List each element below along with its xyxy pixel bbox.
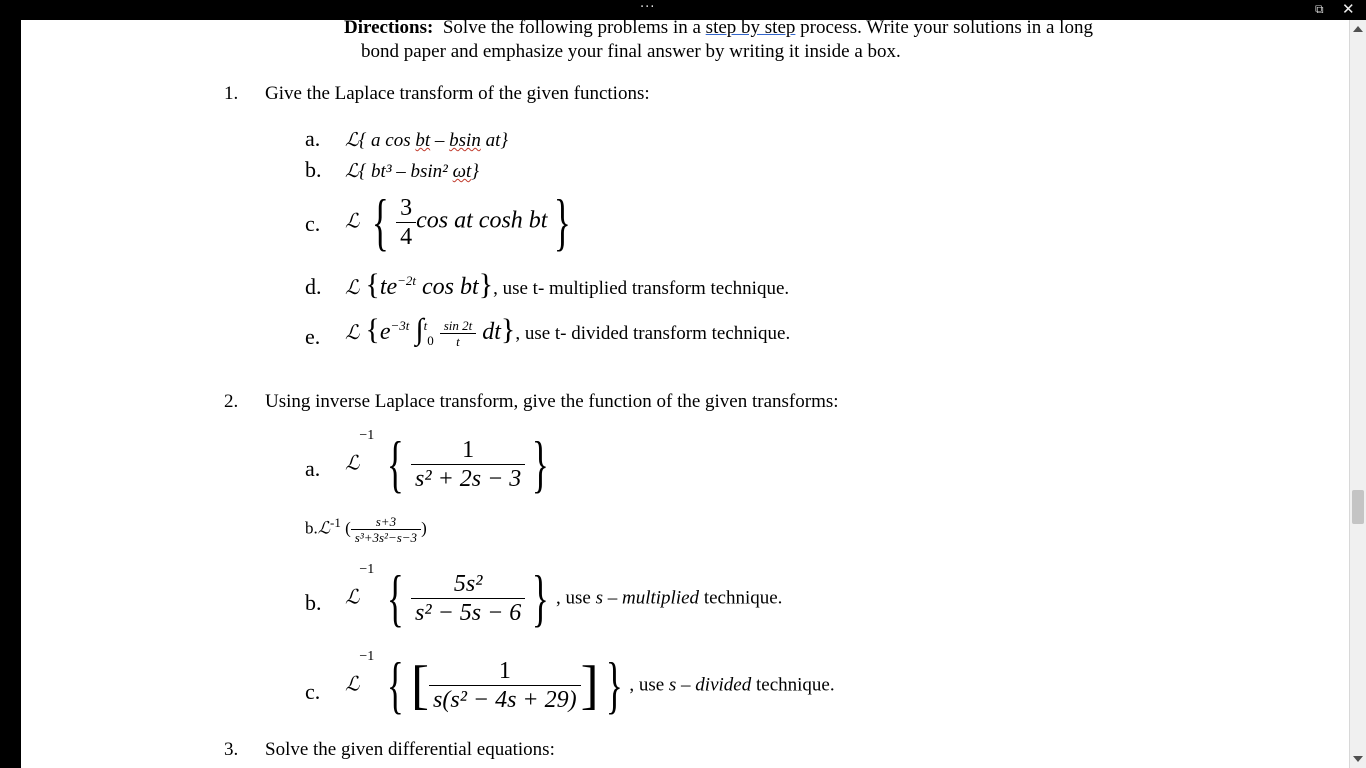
q1e-expression: ℒ {$e^{-3t}$ ∫$^t_0$ $\frac{\sin 2t}{t}$ dt}, use t- divided transform technique.	[345, 313, 791, 349]
q3-text: Solve the given differential equations:	[265, 739, 555, 760]
document-page	[21, 20, 1349, 768]
q2b1-expression: b.ℒ$^{-1}$ ( $\frac{s+3}{\text{s³+3s²−s−3}}$ )	[305, 514, 427, 546]
integral-sign: ∫	[415, 313, 424, 346]
scroll-down-icon[interactable]	[1353, 756, 1363, 762]
close-icon[interactable]: ✕	[1342, 0, 1355, 18]
q1d-expression: ℒ {$te^{-2t}$ cos bt}, use t- multiplied transform technique.	[345, 268, 790, 301]
q1a-expression: ℒ{ a cos bt – bsin at}	[345, 129, 508, 151]
scroll-up-icon[interactable]	[1353, 26, 1363, 32]
q1c-label: c.	[305, 211, 321, 236]
more-options-icon[interactable]: ···	[640, 0, 656, 15]
q2c-label: c.	[305, 679, 321, 704]
q1b-expression: ℒ{ bt³ – bsin² ωt}	[345, 160, 479, 182]
scrollbar-thumb[interactable]	[1352, 490, 1364, 524]
q2b2-label: b.	[305, 590, 322, 615]
q2b2-fraction: $\frac{\text{5s²}}{\text{s² − 5s − 6}}$	[411, 570, 525, 627]
q1e-note: , use t- divided transform technique.	[515, 323, 791, 344]
q2c-expression: ℒ$^{-1}$ { [ $\frac{1}{\text{s(s² − 4s + 29)}}$ ] } , use s – divided technique.	[345, 648, 835, 720]
vertical-scrollbar[interactable]	[1349, 20, 1366, 768]
q2-text: Using inverse Laplace transform, give the function of the given transforms:	[265, 391, 839, 412]
q1c-expression: ℒ { $\frac{3}{4}$ cos at cosh bt }	[345, 186, 572, 257]
directions-line-2: bond paper and emphasize your final answer by writing it inside a box.	[361, 41, 901, 62]
q1d-label: d.	[305, 274, 322, 299]
q2-number: 2.	[224, 391, 239, 412]
step-by-step-link: step by step	[705, 20, 796, 38]
q1e-label: e.	[305, 324, 321, 349]
q1d-note: , use t- multiplied transform technique.	[493, 278, 790, 299]
q2b1-fraction: $\frac{s+3}{\text{s³+3s²−s−3}}$	[351, 514, 421, 545]
directions-label: Directions:	[344, 20, 434, 38]
restore-icon[interactable]: ⧉	[1315, 2, 1324, 16]
window-titlebar	[0, 0, 1366, 20]
q3-number: 3.	[224, 739, 239, 760]
q1e-fraction: $\frac{\sin 2t}{t}$	[440, 318, 477, 349]
q2a-expression: ℒ$^{-1}$ { $\frac{1}{\text{s² + 2s − 3}}$ }	[345, 427, 550, 499]
q2b2-note: , use s – multiplied technique.	[556, 587, 783, 609]
q1c-fraction: $\frac{3}{4}$	[396, 194, 416, 251]
q2c-note: , use s – divided technique.	[629, 674, 835, 696]
directions-line-1: Directions: Solve the following problems in a step by step process. Write your solutions in a long	[344, 20, 1093, 39]
q1a-label: a.	[305, 126, 321, 151]
q1-number: 1.	[224, 83, 239, 104]
q2c-fraction: $\frac{1}{\text{s(s² − 4s + 29)}}$	[429, 657, 581, 714]
q2b2-expression: ℒ$^{-1}$ { $\frac{\text{5s²}}{\text{s² − 5s − 6}}$ } , use s – multiplied technique.	[345, 561, 783, 633]
q1b-label: b.	[305, 157, 322, 182]
q2a-label: a.	[305, 456, 321, 481]
q2a-fraction: $\frac{1}{\text{s² + 2s − 3}}$	[411, 436, 525, 493]
q1-text: Give the Laplace transform of the given functions:	[265, 83, 650, 104]
